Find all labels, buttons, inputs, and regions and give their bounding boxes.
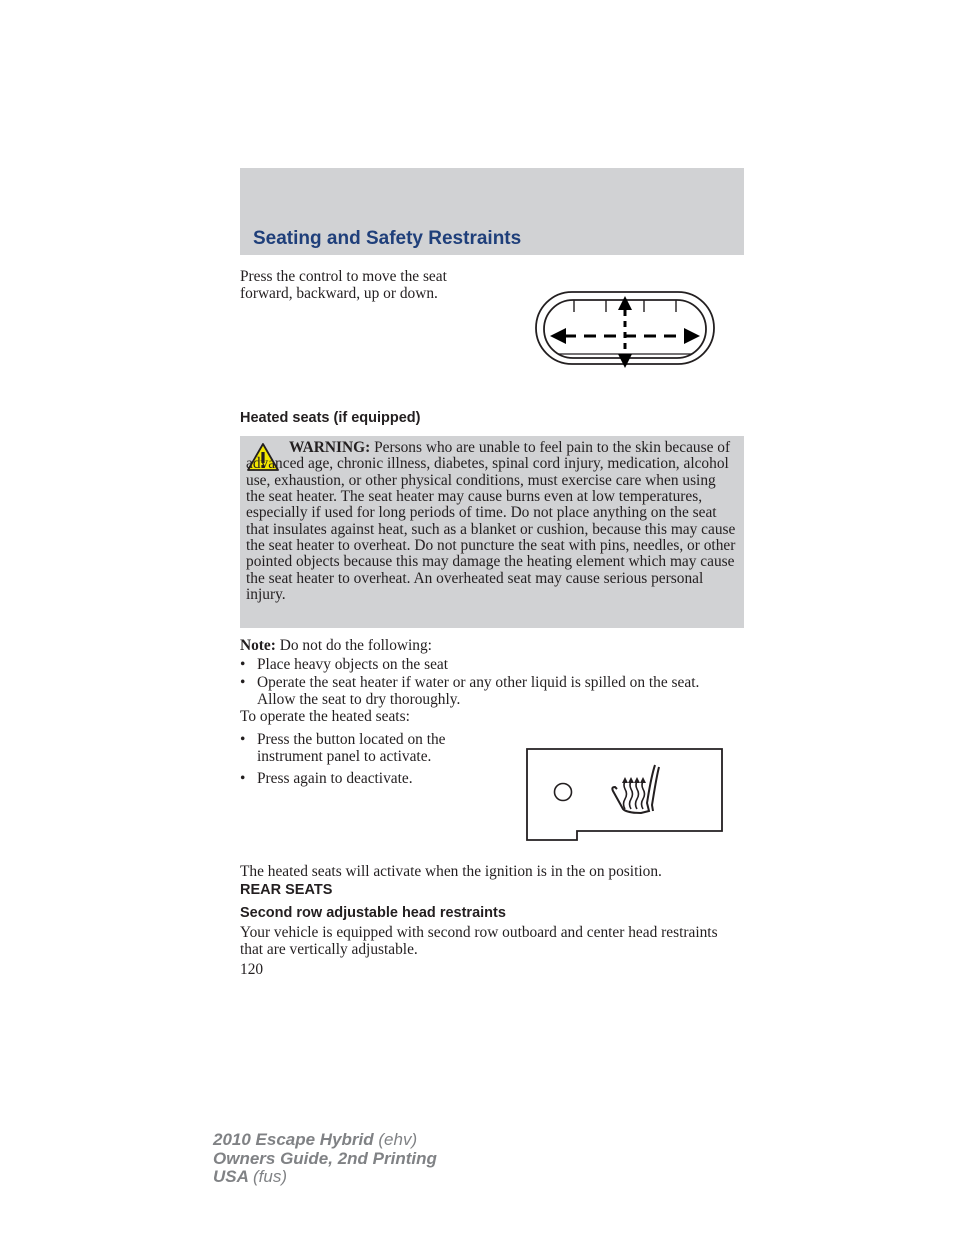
warning-text xyxy=(246,440,738,603)
head-restraints-subheading: Second row adjustable head restraints xyxy=(240,905,506,921)
operate-bullet-text: Press again to deactivate. xyxy=(257,770,413,787)
seat-control-text: Press the control to move the seat forward, backward, up or down. xyxy=(240,268,447,302)
rear-seats-heading: REAR SEATS xyxy=(240,882,333,898)
footer-model: 2010 Escape Hybrid xyxy=(213,1130,374,1149)
footer-market: USA xyxy=(213,1167,249,1186)
note-bullet-text: Place heavy objects on the seat xyxy=(257,655,449,673)
warning-body: Persons who are unable to feel pain to the skin because of advanced age, chronic illness, diabetes, spinal cord injury, medication, alcohol use, exhaustion, or other physical conditions, must exercise care when using the seat heater. The seat heater may cause burns even at low temperatures, especially if used for long periods of time. Do not place anything on the seat that insulates against heat, such as a blanket or cushion, because this may cause the seat heater to overheat. Do not puncture the seat with pins, needles, or other pointed objects because this may damage the heating element which may cause the seat heater to overheat. An overheated seat may cause serious personal injury. xyxy=(246,439,736,604)
note-bullet xyxy=(240,675,740,708)
operate-bullet-text: Press the button located on the instrument panel to activate. xyxy=(257,731,446,765)
activation-text: The heated seats will activate when the ignition is in the on position. xyxy=(240,863,662,880)
page-number: 120 xyxy=(240,961,264,978)
heated-seats-heading: Heated seats (if equipped) xyxy=(240,410,421,426)
seat-adjust-control-icon xyxy=(534,290,716,370)
note-bullet xyxy=(240,657,740,674)
footer-market-code: (fus) xyxy=(253,1167,287,1186)
note xyxy=(240,638,740,726)
operate-list xyxy=(240,732,490,788)
note-text: Do not do the following: xyxy=(279,637,432,654)
warning-label: WARNING: xyxy=(289,439,371,456)
section-title: Seating and Safety Restraints xyxy=(253,228,522,249)
note-bullet-text: Operate the seat heater if water or any other liquid is spilled on the seat. Allow the seat to dry thoroughly. xyxy=(257,674,700,708)
bullet-icon: • xyxy=(240,674,246,691)
operate-bullet xyxy=(240,771,490,788)
operate-intro: To operate the heated seats: xyxy=(240,708,410,725)
heated-seat-button-icon xyxy=(525,747,725,843)
footer-model-code: (ehv) xyxy=(378,1130,418,1149)
note-label: Note: xyxy=(240,637,276,654)
bullet-icon: • xyxy=(240,770,246,787)
operate-bullet xyxy=(240,732,490,765)
bullet-icon: • xyxy=(240,655,246,673)
footer-guide: Owners Guide, 2nd Printing xyxy=(213,1148,437,1168)
footer xyxy=(213,1131,437,1187)
bullet-icon: • xyxy=(240,731,246,748)
rear-seats-text: Your vehicle is equipped with second row outboard and center head restraints that are vertically adjustable. xyxy=(240,924,718,958)
